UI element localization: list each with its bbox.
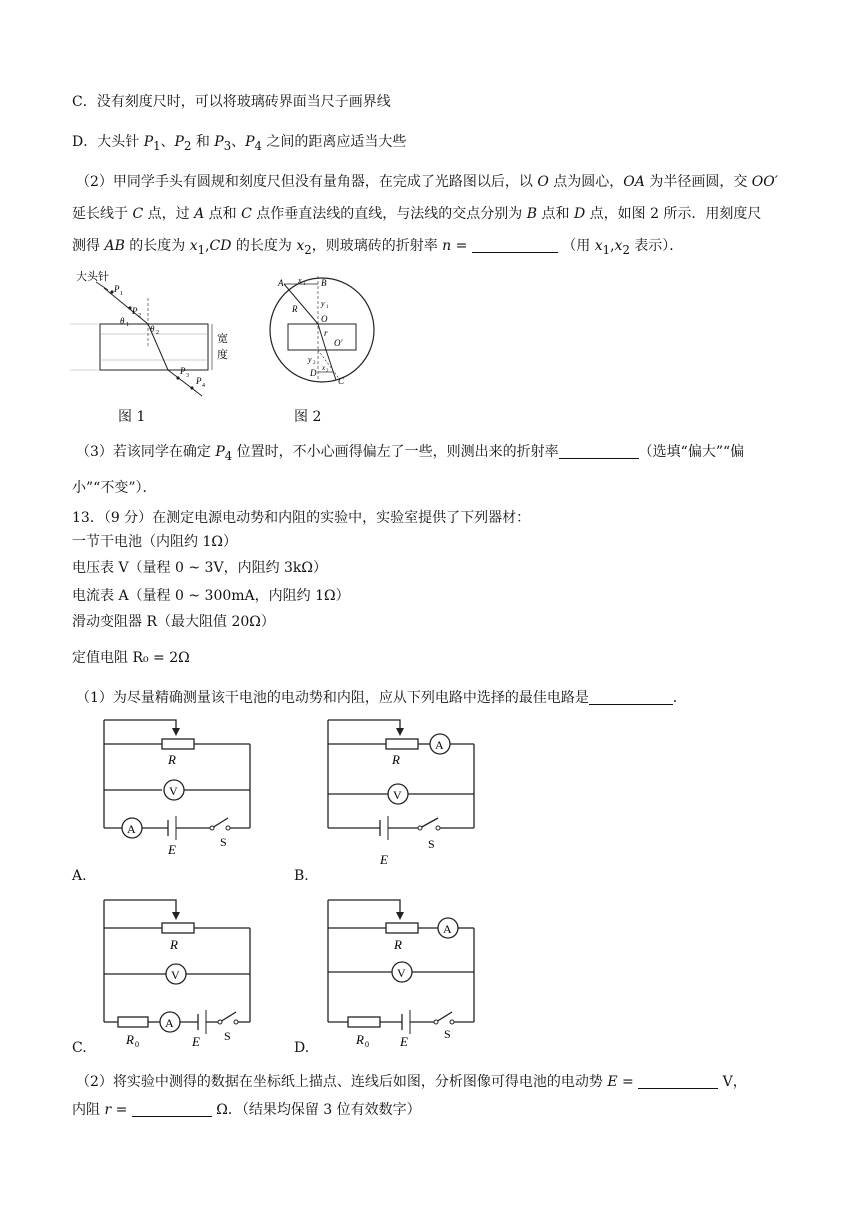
q2-text: 点和 — [537, 206, 574, 222]
figure-2 — [268, 272, 378, 387]
q2-text: 点为圆心， — [548, 174, 624, 190]
q2-text: （2）甲同学手头有圆规和刻度尺但没有量角器，在完成了光路图以后，以 — [76, 174, 538, 190]
answer-blank-resistance[interactable] — [132, 1101, 212, 1117]
svg-text:A: A — [127, 822, 136, 836]
svg-text:R: R — [168, 752, 176, 767]
svg-text:R: R — [356, 1032, 364, 1047]
q2-text: ，则玻璃砖的折射率 — [311, 238, 443, 254]
svg-text:0: 0 — [365, 1040, 369, 1049]
svg-text:P: P — [196, 376, 202, 386]
equipment-resistor: 定值电阻 R₀ = 2Ω — [72, 650, 190, 666]
figure-1 — [70, 268, 230, 398]
svg-text:V: V — [171, 968, 180, 982]
q2-text: 点，过 — [143, 206, 195, 222]
svg-text:A: A — [443, 922, 452, 936]
q3-line2: 小”“不变”）． — [72, 480, 157, 496]
svg-text:r: r — [324, 328, 328, 338]
svg-text:V: V — [397, 966, 406, 980]
q13-part2-text: 内阻 — [72, 1102, 105, 1118]
svg-text:V: V — [393, 788, 402, 802]
svg-text:R: R — [170, 937, 178, 952]
svg-text:2: 2 — [326, 369, 329, 374]
svg-text:A: A — [278, 278, 284, 288]
svg-text:P: P — [114, 284, 120, 294]
q2-text: 点，如图 2 所示．用刻度尺 — [585, 206, 762, 222]
circuit-d — [324, 898, 484, 1048]
svg-text:θ: θ — [120, 316, 125, 326]
svg-text:S: S — [224, 1029, 231, 1043]
svg-text:1: 1 — [126, 322, 129, 328]
svg-text:V: V — [169, 784, 178, 798]
q13-part1 — [76, 688, 687, 708]
option-d-label[interactable]: D. — [294, 1040, 310, 1056]
svg-text:R: R — [392, 752, 400, 767]
svg-text:E: E — [380, 852, 388, 867]
q2-text: 的长度为 — [124, 238, 190, 254]
answer-blank-n[interactable] — [472, 237, 558, 253]
circuit-c — [100, 898, 260, 1048]
q2-text: 点作垂直法线的直线，与法线的交点分别为 — [251, 206, 527, 222]
svg-text:1: 1 — [326, 305, 329, 310]
pin-label: 大头针 — [76, 271, 109, 283]
q3-text: （选填“偏大”“偏 — [638, 444, 745, 460]
equipment-rheostat: 滑动变阻器 R（最大阻值 20Ω） — [72, 614, 275, 630]
q2-text: 表示）． — [629, 238, 684, 254]
option-d-part1: D．大头针 — [72, 134, 144, 150]
answer-blank-q3[interactable] — [559, 443, 639, 459]
svg-text:θ: θ — [150, 324, 155, 334]
q2-line2: 延长线于 C 点，过 A 点和 C 点作垂直法线的直线，与法线的交点分别为 B 点和 D 点，如图 2 所示．用刻度尺 — [72, 206, 762, 222]
svg-text:0: 0 — [135, 1040, 139, 1049]
svg-text:E: E — [192, 1034, 200, 1049]
svg-text:B: B — [321, 278, 327, 288]
svg-text:4: 4 — [202, 383, 205, 389]
q2-text: 的长度为 — [231, 238, 297, 254]
svg-text:E: E — [168, 842, 176, 857]
circuit-a — [100, 718, 260, 858]
q13-part2-text: Ω．（结果均保留 3 位有效数字） — [211, 1102, 421, 1118]
svg-text:2: 2 — [156, 330, 159, 336]
option-d: D．大头针 $P_1$、$P_2$ 和 $P_3$、$P_4$ 之间的距离应适当大些 — [72, 134, 407, 153]
q2-line1: （2）甲同学手头有圆规和刻度尺但没有量角器，在完成了光路图以后，以 O 点为圆心，OA 为半径画圆，交 OO′ — [76, 174, 778, 190]
svg-text:C: C — [338, 376, 345, 386]
equipment-battery: 一节干电池（内阻约 1Ω） — [72, 534, 237, 550]
q13-part1-text: （1）为尽量精确测量该干电池的电动势和内阻，应从下列电路中选择的最佳电路是 — [76, 690, 589, 706]
figure-2-caption: 图 2 — [294, 409, 322, 425]
width-label-2: 度 — [217, 349, 228, 361]
figure-1-caption: 图 1 — [118, 409, 146, 425]
q2-text: 点和 — [204, 206, 242, 222]
option-a-label[interactable]: A. — [72, 868, 87, 884]
svg-text:E: E — [400, 1034, 408, 1049]
svg-text:S: S — [220, 835, 227, 849]
svg-text:R: R — [126, 1032, 134, 1047]
svg-text:R: R — [394, 937, 402, 952]
svg-text:R: R — [292, 304, 298, 314]
svg-text:S: S — [444, 1027, 451, 1041]
q3-text: （3）若该同学在确定 — [76, 444, 216, 460]
q2-text: （用 — [562, 238, 595, 254]
svg-text:3: 3 — [186, 373, 189, 379]
q13-heading: 13．（9 分）在测定电源电动势和内阻的实验中，实验室提供了下列器材： — [72, 510, 531, 526]
q13-part2-line1: （2）将实验中测得的数据在坐标纸上描点、连线后如图，分析图像可得电池的电动势 E = V， — [76, 1074, 747, 1090]
q2-text: 为半径画圆，交 — [644, 174, 752, 190]
q13-part2-line2: 内阻 r = Ω．（结果均保留 3 位有效数字） — [72, 1102, 421, 1118]
svg-text:2: 2 — [138, 313, 141, 319]
svg-text:P: P — [132, 306, 138, 316]
q3-line1: （3）若该同学在确定 $P_4$ 位置时，不小心画得偏左了一些，则测出来的折射率 （选填“偏大”“偏 — [76, 444, 745, 463]
option-c-label[interactable]: C. — [72, 1040, 87, 1056]
option-d-part2: 和 — [191, 134, 215, 150]
svg-text:x: x — [322, 364, 326, 372]
q13-part2-text: （2）将实验中测得的数据在坐标纸上描点、连线后如图，分析图像可得电池的电动势 — [76, 1074, 608, 1090]
q2-text: 延长线于 — [72, 206, 133, 222]
svg-text:A: A — [435, 738, 444, 752]
svg-text:O′: O′ — [334, 338, 343, 348]
answer-blank-circuit[interactable] — [589, 689, 673, 705]
svg-text:y: y — [308, 355, 312, 364]
svg-text:1: 1 — [120, 291, 123, 297]
svg-text:P: P — [180, 366, 186, 376]
svg-text:O: O — [321, 314, 328, 324]
svg-text:x: x — [298, 276, 302, 285]
option-d-part3: 之间的距离应适当大些 — [261, 134, 407, 150]
width-label-1: 宽 — [217, 333, 228, 345]
answer-blank-emf[interactable] — [638, 1073, 718, 1089]
svg-text:y: y — [321, 299, 325, 308]
q2-line3: 测得 AB 的长度为 $x_1,CD$ 的长度为 $x_2$，则玻璃砖的折射率 n = （用 $x_1,x_2$ 表示）． — [72, 238, 684, 257]
q13-part2-unit: V， — [718, 1074, 747, 1090]
equipment-voltmeter: 电压表 V（量程 0 ~ 3V，内阻约 3kΩ） — [72, 560, 328, 576]
svg-text:2: 2 — [313, 361, 316, 366]
circuit-b — [324, 718, 484, 868]
option-b-label[interactable]: B. — [294, 868, 309, 884]
q2-text: 测得 — [72, 238, 105, 254]
q13-part1-end: ． — [672, 690, 687, 706]
svg-text:D: D — [310, 368, 317, 378]
svg-text:1: 1 — [303, 282, 306, 287]
svg-text:A: A — [165, 1016, 174, 1030]
svg-text:S: S — [428, 837, 435, 851]
option-c: C．没有刻度尺时，可以将玻璃砖界面当尺子画界线 — [72, 94, 391, 110]
equipment-ammeter: 电流表 A（量程 0 ~ 300mA，内阻约 1Ω） — [72, 588, 350, 604]
q3-text: 位置时，不小心画得偏左了一些，则测出来的折射率 — [232, 444, 559, 460]
